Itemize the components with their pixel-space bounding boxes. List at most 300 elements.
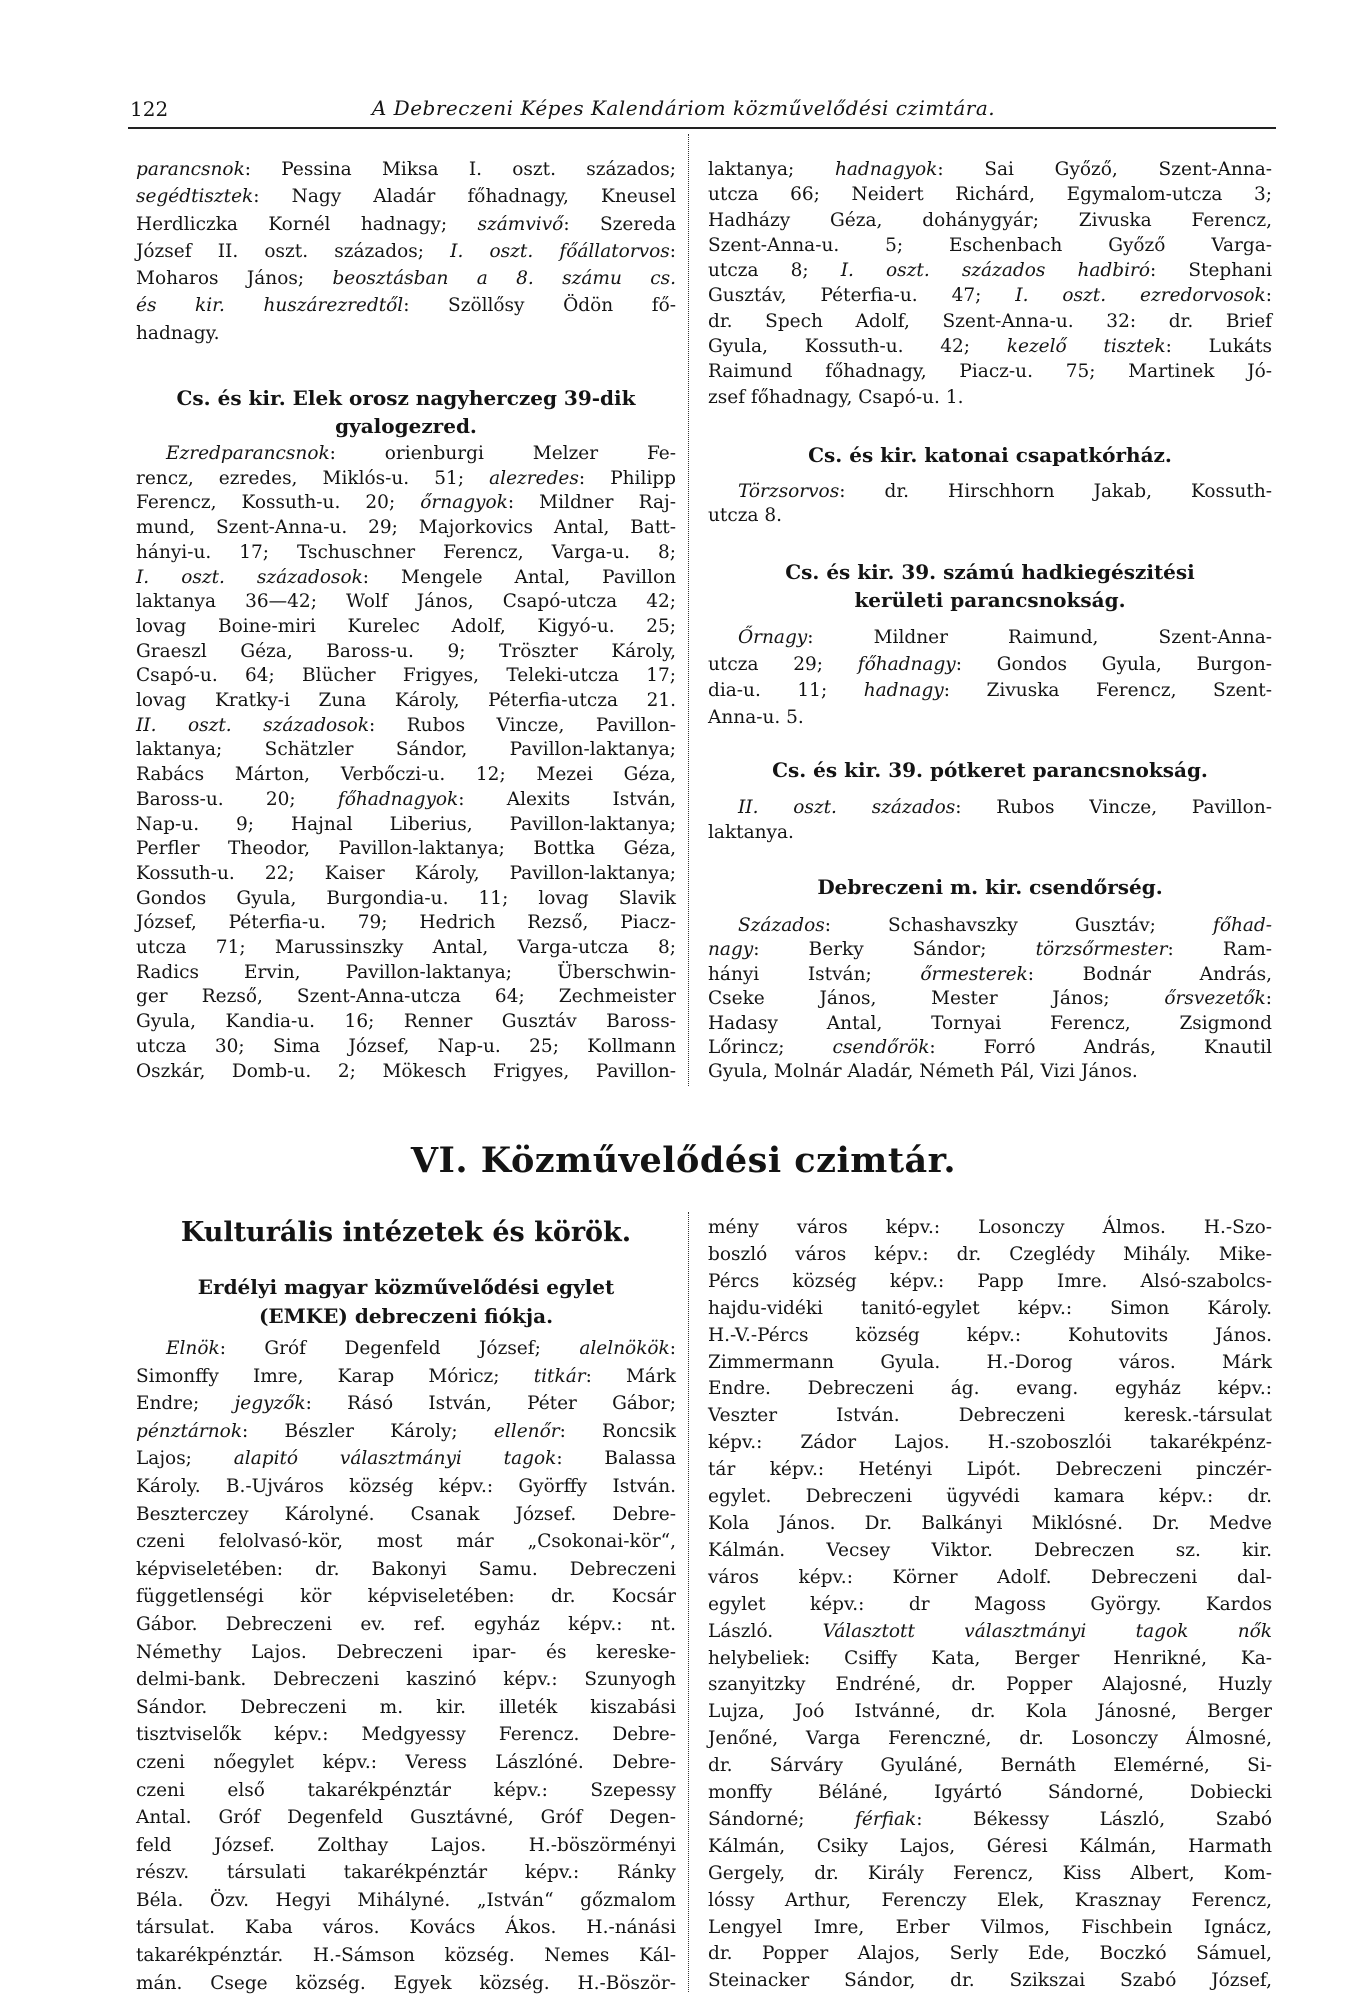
- text-segment: város képv.: Körner Adolf. Debreczeni dal-: [708, 1566, 1272, 1588]
- text-segment: hányi István;: [708, 963, 921, 985]
- text-segment: : Szereda: [563, 213, 676, 235]
- text-line: [708, 1323, 1272, 1350]
- text-segment: laktanya.: [708, 822, 794, 843]
- text-segment: Gyula, Molnár Aladár, Németh Pál, Vizi János.: [708, 1061, 1138, 1083]
- text-line: [708, 1861, 1272, 1888]
- text-line: [136, 1445, 676, 1473]
- heading-recruiting-command: [708, 558, 1272, 614]
- text-segment: Kálmán, Csiky Lajos, Géresi Kálmán, Harmath: [708, 1835, 1272, 1857]
- text-segment: gyalogezred.: [335, 414, 477, 438]
- text-segment: Kálmán. Vecsey Viktor. Debreczen sz. kir.: [708, 1539, 1272, 1561]
- text-line: [136, 738, 676, 763]
- text-segment: József, Péterfia-u. 79; Hedrich Rezső, Piacz-: [136, 912, 676, 934]
- text-segment: : dr. Hirschhorn Jakab, Kossuth-: [839, 481, 1272, 502]
- text-line: [708, 705, 1272, 732]
- text-line: [136, 788, 676, 813]
- text-line: [708, 1060, 1272, 1084]
- text-segment: hajdu-vidéki tanitó-egylet képv.: Simon Károly.: [708, 1297, 1272, 1319]
- role-label: Elnök: [166, 1338, 220, 1359]
- heading-infantry-regiment: [136, 384, 676, 440]
- role-label: ellenőr: [493, 1420, 560, 1442]
- text-segment: Károly. B.-Ujváros község képv.: Györffy István.: [136, 1475, 676, 1497]
- text-line: [708, 1834, 1272, 1861]
- paragraph-recruiting-command: [708, 625, 1272, 732]
- text-line: [136, 1556, 676, 1584]
- text-line: [136, 541, 676, 566]
- text-segment: helybeliek: Csiffy Kata, Berger Henrikné, Ka-: [708, 1647, 1272, 1669]
- text-line: [136, 1302, 676, 1331]
- text-line: [708, 208, 1272, 233]
- text-segment: : Gondos Gyula, Burgon-: [955, 653, 1272, 675]
- text-line: [136, 1583, 676, 1611]
- text-line: [708, 914, 1272, 938]
- text-line: [136, 689, 676, 714]
- text-segment: : Mildner Raj-: [507, 492, 676, 514]
- role-label: Törzsorvos: [738, 481, 840, 502]
- text-line: [708, 233, 1272, 258]
- text-segment: Kulturális intézetek és körök.: [180, 1217, 632, 1248]
- text-line: [136, 1887, 676, 1915]
- text-segment: Jenőné, Varga Ferenczné, dr. Losonczy Álmosné,: [708, 1728, 1272, 1750]
- paragraph-regiment-staff: [136, 156, 676, 347]
- column-divider-upper: [688, 134, 690, 1086]
- text-line: [708, 283, 1272, 308]
- text-line: [708, 625, 1272, 652]
- text-line: [708, 1484, 1272, 1511]
- text-segment: dr. Popper Alajos, Serly Ede, Boczkó Sámuel,: [708, 1943, 1272, 1965]
- role-label: titkár: [533, 1365, 586, 1387]
- text-line: [136, 1639, 676, 1667]
- text-line: [708, 652, 1272, 679]
- paragraph-emke-members: [136, 1335, 676, 1997]
- text-segment: Endre. Debreczeni ág. evang. egyház képv.:: [708, 1378, 1272, 1400]
- role-label: II. oszt. százados: [738, 797, 956, 818]
- text-line: [136, 1749, 676, 1777]
- text-line: [136, 911, 676, 936]
- text-line: [136, 1777, 676, 1805]
- text-segment: :: [1265, 988, 1272, 1010]
- heading-reserve-command: [708, 755, 1272, 785]
- text-segment: társulat. Kaba város. Kovács Ákos. H.-nánási: [136, 1917, 676, 1939]
- role-label: parancsnok: [136, 159, 245, 180]
- text-segment: hányi-u. 17; Tschuschner Ferencz, Varga-u. 8;: [136, 541, 676, 563]
- text-line: [708, 334, 1272, 359]
- text-line: [708, 1646, 1272, 1673]
- text-segment: Szent-Anna-u. 5; Eschenbach Győző Varga-: [708, 234, 1272, 256]
- text-segment: mény város képv.: Losonczy Álmos. H.-Szo-: [708, 1217, 1272, 1238]
- text-segment: József II. oszt. százados;: [136, 240, 451, 262]
- text-segment: mund, Szent-Anna-u. 29; Majorkovics Antal, Batt-: [136, 517, 676, 539]
- text-segment: : Gróf Degenfeld József;: [219, 1338, 580, 1359]
- role-label: alelnökök: [579, 1338, 670, 1359]
- text-segment: Sándorné;: [708, 1808, 856, 1830]
- text-segment: : Balassa: [556, 1448, 676, 1470]
- text-segment: Beszterczey Károlyné. Csanak József. Debre-: [136, 1503, 676, 1525]
- text-line: [136, 211, 676, 238]
- text-line: [136, 1914, 676, 1942]
- text-segment: Csapó-u. 64; Blücher Frigyes, Teleki-utcza 17;: [136, 665, 676, 687]
- text-segment: kerületi parancsnokság.: [854, 588, 1126, 612]
- text-segment: : Berky Sándor;: [753, 939, 1036, 961]
- text-segment: : Márk: [585, 1365, 676, 1387]
- text-segment: : Rubos Vincze, Pavillon-: [955, 797, 1272, 818]
- text-segment: Baross-u. 20;: [136, 788, 338, 810]
- text-segment: függetlenségi kör képviseletében: dr. Kocsár: [136, 1586, 676, 1608]
- text-line: [708, 1457, 1272, 1484]
- text-segment: Lőrincz;: [708, 1037, 833, 1059]
- text-line: [136, 1942, 676, 1970]
- text-segment: képviseletében: dr. Bakonyi Samu. Debreczeni: [136, 1558, 676, 1580]
- text-segment: : Nagy Aladár főhadnagy, Kneusel: [253, 186, 676, 208]
- role-label: csendőrök: [832, 1037, 930, 1059]
- text-line: [708, 359, 1272, 384]
- role-label: főhadnagyok: [337, 788, 459, 810]
- role-label: Százados: [738, 915, 825, 936]
- text-line: [708, 1215, 1272, 1242]
- text-line: [136, 238, 676, 265]
- text-line: [708, 1941, 1272, 1968]
- text-line: [136, 615, 676, 640]
- text-segment: Zimmermann Gyula. H.-Dorog város. Márk: [708, 1351, 1272, 1373]
- text-segment: Ferencz, Kossuth-u. 20;: [136, 492, 421, 514]
- role-label: I. oszt. százados hadbiró: [840, 260, 1150, 282]
- text-line: [136, 183, 676, 210]
- text-line: [708, 1012, 1272, 1036]
- role-label: őrnagyok: [420, 492, 508, 514]
- role-label: II. oszt. századosok: [136, 714, 370, 736]
- text-line: [136, 1335, 676, 1363]
- text-segment: Nap-u. 9; Hajnal Liberius, Pavillon-laktanya;: [136, 813, 676, 835]
- text-line: [136, 813, 676, 838]
- text-line: [708, 504, 1272, 528]
- text-segment: Kossuth-u. 22; Kaiser Károly, Pavillon-laktanya;: [136, 862, 676, 884]
- text-line: [708, 1350, 1272, 1377]
- text-line: [708, 385, 1272, 410]
- paragraph-infantry-officers-cont: [708, 157, 1272, 410]
- text-segment: Simonffy Imre, Karap Móricz;: [136, 1365, 534, 1387]
- text-segment: Graeszl Géza, Baross-u. 9; Tröszter Károly,: [136, 640, 676, 662]
- text-segment: László.: [708, 1620, 823, 1642]
- text-line: [708, 1376, 1272, 1403]
- text-line: [708, 1592, 1272, 1619]
- text-line: [136, 1721, 676, 1749]
- text-segment: utcza 8;: [708, 260, 841, 282]
- text-segment: : Stephani: [1149, 260, 1272, 282]
- text-segment: Hadházy Géza, dohánygyár; Zivuska Ferencz,: [708, 209, 1272, 231]
- role-label: Választott választmányi tagok nők: [822, 1620, 1272, 1642]
- paragraph-gendarmerie: [708, 914, 1272, 1085]
- text-line: [136, 763, 676, 788]
- text-segment: laktanya; Schätzler Sándor, Pavillon-laktanya;: [136, 739, 676, 761]
- text-segment: utcza 8.: [708, 505, 783, 526]
- text-line: [708, 1036, 1272, 1060]
- text-line: [136, 887, 676, 912]
- text-line: [708, 1296, 1272, 1323]
- text-segment: utcza 71; Marussinszky Antal, Varga-utcza 8;: [136, 937, 676, 959]
- text-segment: utcza 66; Neidert Richárd, Egymalom-utcza 3;: [708, 184, 1272, 206]
- text-segment: : Lukáts: [1165, 336, 1272, 358]
- text-line: [136, 714, 676, 739]
- text-segment: Erdélyi magyar közművelődési egylet: [197, 1275, 615, 1299]
- text-line: [136, 265, 676, 292]
- text-line: [136, 384, 676, 412]
- text-segment: tár képv.: Hetényi Lipót. Debreczeni pinczér-: [708, 1459, 1272, 1481]
- role-label: őrsvezetők: [1164, 988, 1266, 1010]
- text-line: [136, 1273, 676, 1302]
- text-line: [708, 440, 1272, 470]
- text-segment: Anna-u. 5.: [708, 707, 804, 729]
- text-segment: Lengyel Imre, Erber Vilmos, Fischbein Ignácz,: [708, 1916, 1272, 1938]
- text-segment: : Mildner Raimund, Szent-Anna-: [807, 627, 1272, 648]
- text-line: [136, 590, 676, 615]
- text-line: [136, 467, 676, 492]
- text-segment: monffy Béláné, Igyártó Sándorné, Dobiecki: [708, 1782, 1272, 1804]
- text-segment: mán. Csege község. Egyek község. H.-Böször-: [136, 1972, 676, 1994]
- role-label: számvivő: [477, 213, 564, 235]
- text-segment: : Bodnár András,: [1027, 963, 1272, 985]
- role-label: főhadnagy: [857, 653, 956, 675]
- text-segment: szanyitzky Endréné, dr. Popper Alajosné, Huzly: [708, 1674, 1272, 1696]
- text-line: [136, 961, 676, 986]
- text-line: [136, 1473, 676, 1501]
- text-segment: Debreczeni m. kir. csendőrség.: [817, 875, 1163, 899]
- text-line: [136, 1390, 676, 1418]
- role-label: jegyzők: [234, 1393, 306, 1415]
- paragraph-military-hospital: [708, 480, 1272, 528]
- text-segment: Veszter István. Debreczeni keresk.-társulat: [708, 1405, 1272, 1427]
- text-segment: : Bészler Károly;: [242, 1420, 494, 1442]
- role-label: nagy: [708, 939, 754, 961]
- column-divider-lower: [688, 1212, 690, 1992]
- text-line: [708, 1888, 1272, 1915]
- text-segment: lovag Kratky-i Zuna Károly, Péterfia-utcza 21.: [136, 690, 676, 712]
- text-line: [708, 820, 1272, 845]
- role-label: Ezredparancsnok: [166, 443, 330, 464]
- text-line: [136, 491, 676, 516]
- text-line: [136, 1363, 676, 1391]
- role-label: I. oszt. főállatorvos: [450, 240, 670, 262]
- text-segment: : Pessina Miksa I. oszt. százados;: [244, 159, 676, 180]
- text-segment: Antal. Gróf Degenfeld Gusztávné, Gróf Degen-: [136, 1807, 676, 1829]
- text-segment: részv. társulati takarékpénztár képv.: Ránky: [136, 1862, 676, 1884]
- text-line: [708, 1269, 1272, 1296]
- role-label: alezredes: [489, 467, 579, 489]
- text-segment: Lajos;: [136, 1448, 234, 1470]
- text-line: [136, 1694, 676, 1722]
- text-line: [136, 862, 676, 887]
- text-line: [708, 678, 1272, 705]
- text-segment: dr. Spech Adolf, Szent-Anna-u. 32: dr. Brief: [708, 310, 1272, 332]
- text-segment: ger Rezső, Szent-Anna-utcza 64; Zechmeister: [136, 986, 676, 1008]
- text-segment: Endre;: [136, 1393, 235, 1415]
- text-segment: Moharos János;: [136, 268, 333, 290]
- text-segment: : Philipp: [578, 467, 676, 489]
- text-line: [708, 1915, 1272, 1942]
- text-segment: takarékpénztár. H.-Sámson község. Nemes Kál-: [136, 1945, 676, 1967]
- role-label: segédtisztek: [136, 186, 254, 208]
- text-segment: dia-u. 11;: [708, 680, 864, 702]
- text-segment: : Forró András, Knautil: [929, 1037, 1272, 1059]
- text-line: [708, 1430, 1272, 1457]
- text-segment: : Szöllősy Ödön fő-: [403, 295, 676, 317]
- paragraph-reserve-command: [708, 795, 1272, 845]
- text-segment: :: [1265, 285, 1273, 307]
- text-line: [708, 1565, 1272, 1592]
- text-line: [136, 1501, 676, 1529]
- role-label: pénztárnok: [136, 1420, 243, 1442]
- text-line: [708, 309, 1272, 334]
- role-label: kezelő tisztek: [1006, 336, 1166, 358]
- text-segment: : Zivuska Ferencz, Szent-: [943, 680, 1272, 702]
- text-segment: czeni első takarékpénztár képv.: Szepessy: [136, 1779, 676, 1801]
- text-line: [708, 258, 1272, 283]
- heading-cultural-institutions: [136, 1214, 676, 1252]
- text-line: [136, 292, 676, 319]
- text-segment: Gusztáv, Péterfia-u. 47;: [708, 285, 1016, 307]
- role-label: törzsőrmester: [1035, 939, 1168, 961]
- text-segment: : Ram-: [1167, 939, 1272, 961]
- text-segment: tisztviselők képv.: Medgyessy Ferencz. Debre-: [136, 1724, 676, 1746]
- text-segment: : Alexits István,: [458, 788, 676, 810]
- text-segment: Pércs község képv.: Papp Imre. Alsó-szabolcs-: [708, 1270, 1272, 1292]
- text-line: [136, 442, 676, 467]
- role-label: alapitó választmányi tagok: [233, 1448, 557, 1470]
- role-label: I. oszt. ezredorvosok: [1015, 285, 1266, 307]
- paragraph-emke-members-cont: [708, 1215, 1272, 1995]
- text-segment: utcza 30; Sima József, Nap-u. 25; Kollmann: [136, 1035, 676, 1057]
- text-line: [708, 558, 1272, 586]
- text-line: [708, 1699, 1272, 1726]
- text-segment: Kola János. Dr. Balkányi Miklósné. Dr. Medve: [708, 1512, 1272, 1534]
- role-label: főhad-: [1212, 915, 1272, 936]
- text-line: [708, 1619, 1272, 1646]
- text-segment: Hadasy Antal, Tornyai Ferencz, Zsigmond: [708, 1012, 1272, 1034]
- text-line: [708, 795, 1272, 820]
- text-segment: Béla. Özv. Hegyi Mihályné. „István“ gőzmalom: [136, 1889, 676, 1911]
- role-label: őrmesterek: [920, 963, 1028, 985]
- text-line: [708, 1672, 1272, 1699]
- text-line: [136, 1970, 676, 1998]
- text-segment: laktanya 36—42; Wolf János, Csapó-utcza 42;: [136, 591, 676, 613]
- text-segment: : Békessy László, Szabó: [916, 1808, 1273, 1830]
- text-segment: Gergely, dr. Király Ferencz, Kiss Albert, Kom-: [708, 1862, 1272, 1884]
- text-line: [136, 1832, 676, 1860]
- text-line: [136, 1804, 676, 1832]
- text-segment: Lujza, Joó Istvánné, dr. Kola Jánosné, Berger: [708, 1701, 1272, 1723]
- text-segment: feld József. Zolthay Lajos. H.-böszörményi: [136, 1834, 676, 1856]
- text-segment: Gábor. Debreczeni ev. ref. egyház képv.: nt.: [136, 1613, 676, 1635]
- text-segment: lóssy Arthur, Ferenczy Elek, Krasznay Ferencz,: [708, 1889, 1272, 1911]
- text-line: [136, 1418, 676, 1446]
- text-line: [708, 182, 1272, 207]
- role-label: és kir. huszárezredtől: [136, 295, 404, 317]
- text-segment: Cs. és kir. 39. számú hadkiegészitési: [785, 560, 1195, 584]
- role-label: hadnagy: [863, 680, 944, 702]
- text-segment: H.-V.-Pércs község képv.: Kohutovits János.: [708, 1324, 1272, 1346]
- text-segment: : orienburgi Melzer Fe-: [329, 443, 676, 464]
- role-label: férfiak: [855, 1808, 917, 1830]
- text-segment: Herdliczka Kornél hadnagy;: [136, 213, 478, 235]
- text-segment: delmi-bank. Debreczeni kaszinó képv.: Szunyogh: [136, 1669, 676, 1691]
- text-line: [136, 1859, 676, 1887]
- text-line: [136, 1035, 676, 1060]
- text-line: [708, 586, 1272, 614]
- text-segment: rencz, ezredes, Miklós-u. 51;: [136, 467, 490, 489]
- text-line: [708, 963, 1272, 987]
- text-segment: Oszkár, Domb-u. 2; Mökesch Frigyes, Pavillon-: [136, 1060, 676, 1082]
- text-line: [708, 1403, 1272, 1430]
- text-segment: czeni nőegylet képv.: Veress Lászlóné. Debre-: [136, 1751, 676, 1773]
- text-line: [136, 837, 676, 862]
- text-segment: Némethy Lajos. Debreczeni ipar- és kereske-: [136, 1641, 676, 1663]
- text-segment: Radics Ervin, Pavillon-laktanya; Überschwin-: [136, 961, 676, 983]
- page-number: 122: [130, 97, 169, 121]
- text-line: [708, 1242, 1272, 1269]
- text-segment: :: [669, 240, 676, 262]
- text-line: [136, 1214, 676, 1252]
- role-label: Őrnagy: [738, 627, 808, 648]
- text-line: [708, 872, 1272, 902]
- text-segment: laktanya;: [708, 159, 835, 180]
- text-line: [136, 1060, 676, 1085]
- text-line: [708, 938, 1272, 962]
- text-segment: Cseke János, Mester János;: [708, 988, 1165, 1010]
- text-segment: Perfler Theodor, Pavillon-laktanya; Bottka Géza,: [136, 838, 676, 860]
- text-segment: czeni felolvasó-kör, most már „Csokonai-kör“,: [136, 1531, 676, 1553]
- text-line: [708, 1511, 1272, 1538]
- text-line: [136, 320, 676, 347]
- text-segment: utcza 29;: [708, 653, 858, 675]
- text-segment: Cs. és kir. 39. pótkeret parancsnokság.: [772, 758, 1208, 782]
- text-segment: Cs. és kir. katonai csapatkórház.: [808, 443, 1172, 467]
- text-segment: (EMKE) debreczeni fiókja.: [258, 1304, 554, 1328]
- text-line: [136, 640, 676, 665]
- text-line: [136, 156, 676, 183]
- running-title: A Debreczeni Képes Kalendáriom közművelődési czimtára.: [371, 96, 996, 120]
- text-line: [136, 516, 676, 541]
- text-line: [708, 1780, 1272, 1807]
- text-line: [136, 566, 676, 591]
- section-title: VI. Közművelődési czimtár.: [410, 1140, 957, 1181]
- heading-military-hospital: [708, 440, 1272, 470]
- text-line: [136, 985, 676, 1010]
- text-line: [708, 480, 1272, 504]
- text-segment: : Sai Győző, Szent-Anna-: [937, 159, 1272, 180]
- text-segment: zsef főhadnagy, Csapó-u. 1.: [708, 386, 964, 408]
- text-line: [136, 1666, 676, 1694]
- text-segment: képv.: Zádor Lajos. H.-szoboszlói takarékpénz-: [708, 1432, 1272, 1454]
- text-segment: : Rubos Vincze, Pavillon-: [369, 714, 676, 736]
- text-segment: : Rásó István, Péter Gábor;: [305, 1393, 676, 1415]
- text-line: [708, 1807, 1272, 1834]
- text-line: [708, 1726, 1272, 1753]
- text-line: [708, 987, 1272, 1011]
- role-label: hadnagyok: [834, 159, 938, 180]
- paragraph-infantry-officers: [136, 442, 676, 1084]
- text-line: [136, 1611, 676, 1639]
- text-line: [708, 1968, 1272, 1995]
- role-label: I. oszt. századosok: [136, 566, 363, 588]
- heading-emke: [136, 1273, 676, 1331]
- text-segment: Sándor. Debreczeni m. kir. illeték kiszabási: [136, 1696, 676, 1718]
- text-segment: : Schashavszky Gusztáv;: [824, 915, 1213, 936]
- text-line: [136, 936, 676, 961]
- text-segment: Rabács Márton, Verbőczi-u. 12; Mezei Géza,: [136, 764, 676, 786]
- heading-gendarmerie: [708, 872, 1272, 902]
- text-segment: Steinacker Sándor, dr. Szikszai Szabó József,: [708, 1970, 1272, 1992]
- text-segment: boszló város képv.: dr. Czeglédy Mihály. Mike-: [708, 1243, 1272, 1265]
- text-segment: : Roncsik: [559, 1420, 676, 1442]
